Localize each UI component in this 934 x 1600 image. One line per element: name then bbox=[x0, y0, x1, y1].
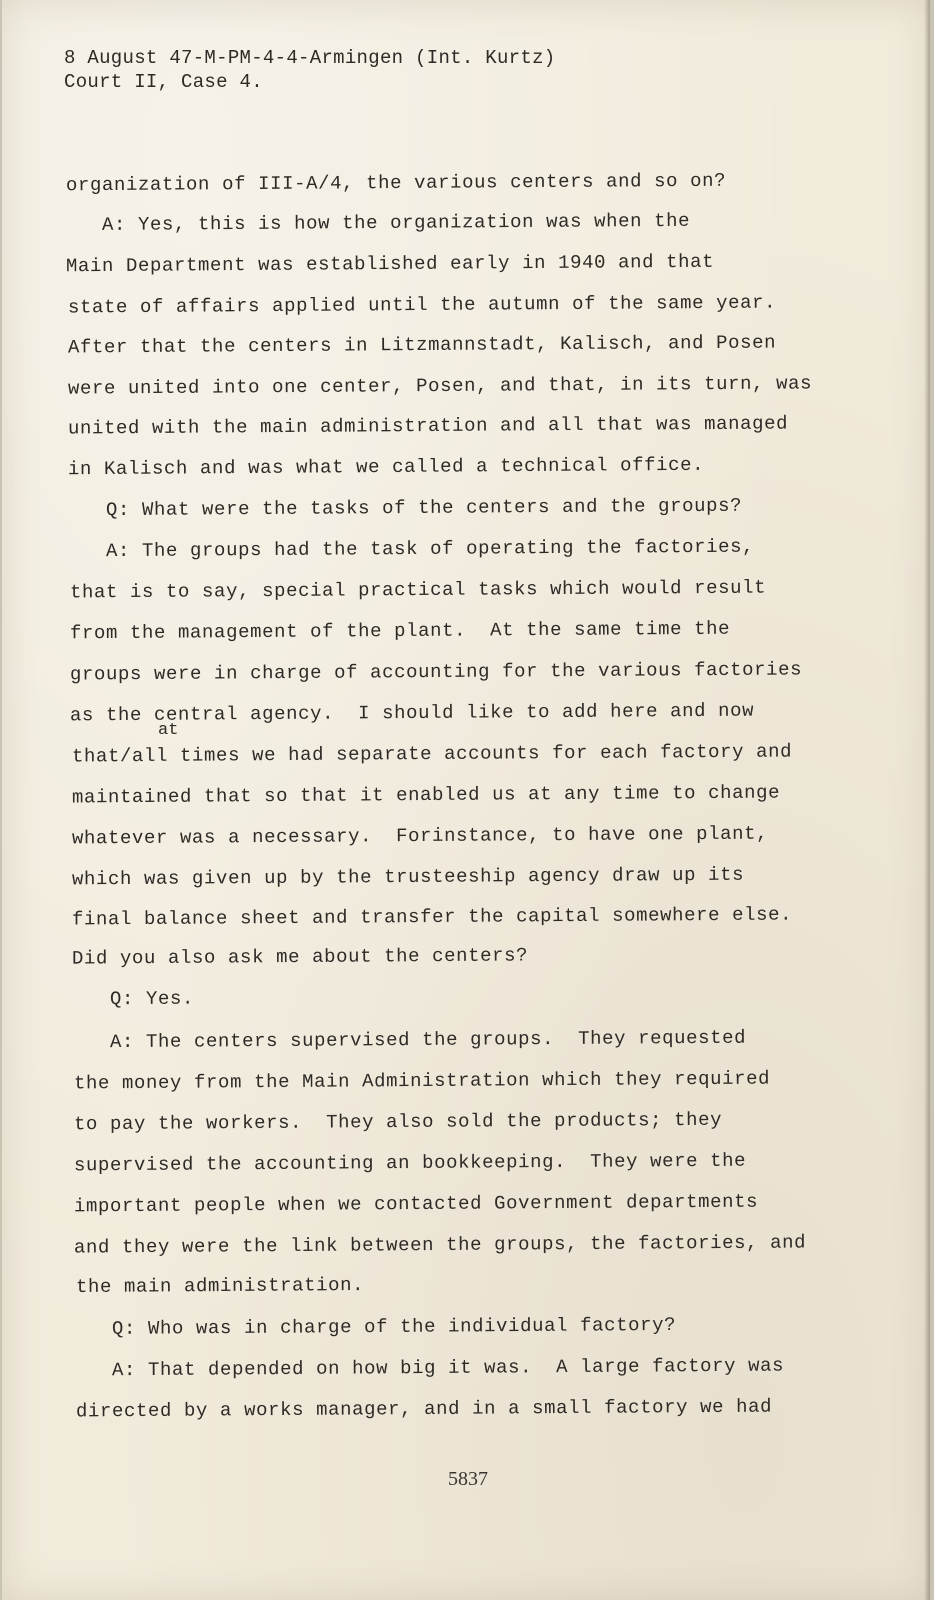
text-line: that is to say, special practical tasks which would result bbox=[69, 576, 767, 604]
text-line: as the central agency. I should like to add here and now bbox=[69, 699, 755, 727]
text-line: which was given up by the trusteeship agency draw up its bbox=[71, 863, 745, 891]
text-line: maintained that so that it enabled us at any time to change bbox=[71, 781, 781, 809]
text-line: in Kalisch and was what we called a technical office. bbox=[67, 453, 705, 481]
page-number: 5837 bbox=[448, 1468, 488, 1490]
text-line: state of affairs applied until the autumn of the same year. bbox=[67, 291, 777, 319]
text-line: Did you also ask me about the centers? bbox=[71, 944, 529, 970]
text-line: from the management of the plant. At the same time the bbox=[69, 617, 731, 645]
text-line: Q: What were the tasks of the centers and the groups? bbox=[69, 494, 743, 522]
text-line: directed by a works manager, and in a small factory we had bbox=[75, 1395, 773, 1423]
header-date-line: 8 August 47-M-PM-4-4-Armingen (Int. Kurtz) bbox=[64, 47, 556, 69]
text-line: A: The centers supervised the groups. They requested bbox=[73, 1026, 747, 1054]
text-line: and they were the link between the groups, the factories, and bbox=[73, 1231, 807, 1259]
interlinear-insertion: at bbox=[158, 721, 179, 740]
text-line: united with the main administration and all that was managed bbox=[67, 412, 789, 440]
text-line: A: That depended on how big it was. A large factory was bbox=[75, 1354, 785, 1382]
text-line: that/all times we had separate accounts for each factory and bbox=[71, 740, 793, 768]
text-line: whatever was a necessary. Forinstance, to have one plant, bbox=[71, 822, 769, 850]
text-line: the money from the Main Administration which they required bbox=[73, 1067, 771, 1095]
text-line: Q: Yes. bbox=[73, 987, 195, 1011]
text-line: After that the centers in Litzmannstadt, Kalisch, and Posen bbox=[67, 331, 777, 359]
text-line: final balance sheet and transfer the capital somewhere else. bbox=[71, 903, 793, 931]
document-page bbox=[2, 0, 930, 1600]
text-line: to pay the workers. They also sold the products; they bbox=[73, 1108, 723, 1136]
text-line: Q: Who was in charge of the individual factory? bbox=[75, 1313, 677, 1341]
text-line: organization of III-A/4, the various centers and so on? bbox=[65, 169, 727, 197]
text-line: groups were in charge of accounting for the various factories bbox=[69, 658, 803, 686]
text-line: the main administration. bbox=[75, 1273, 365, 1299]
text-line: important people when we contacted Government departments bbox=[73, 1190, 759, 1218]
header-court-line: Court II, Case 4. bbox=[64, 71, 263, 93]
text-line: were united into one center, Posen, and that, in its turn, was bbox=[67, 372, 813, 400]
text-line: Main Department was established early in 1940 and that bbox=[65, 250, 715, 278]
text-line: A: The groups had the task of operating the factories, bbox=[69, 535, 755, 563]
text-line: supervised the accounting an bookkeeping. They were the bbox=[73, 1149, 747, 1177]
text-line: A: Yes, this is how the organization was when the bbox=[65, 209, 691, 237]
transcript-header bbox=[64, 46, 555, 94]
